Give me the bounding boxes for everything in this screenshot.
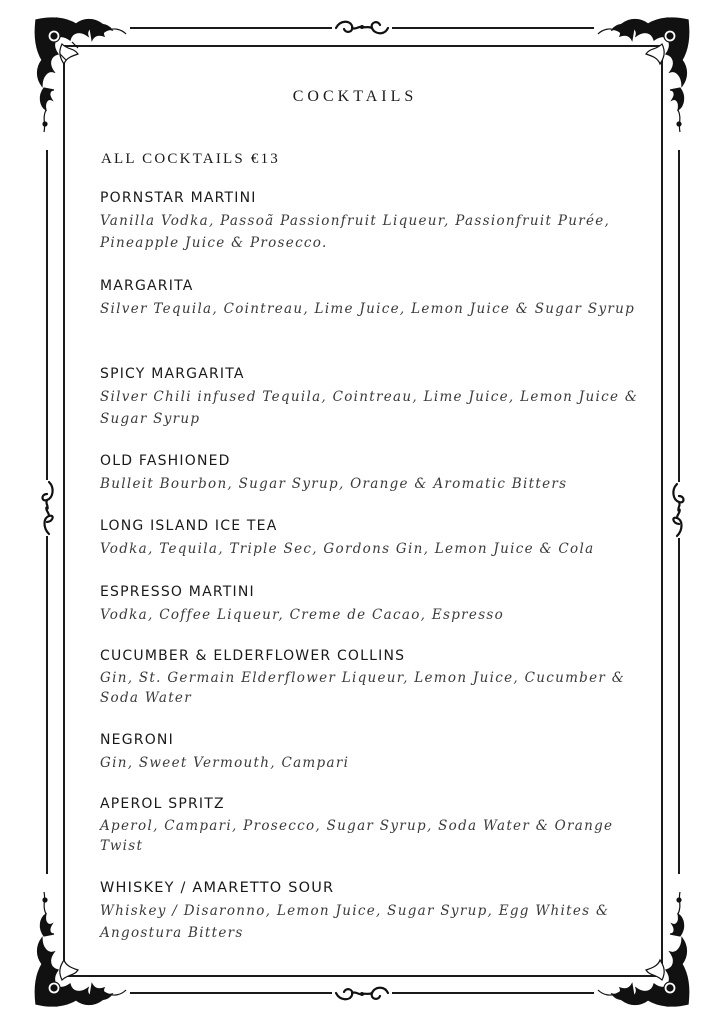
- menu-item: [100, 365, 645, 430]
- menu-item: [100, 517, 594, 560]
- item-description: Whiskey / Disaronno, Lemon Juice, Sugar Syrup, Egg Whites & Angostura Bitters: [100, 903, 610, 941]
- item-description: Silver Chili infused Tequila, Cointreau, Lime Juice, Lemon Juice & Sugar Syrup: [100, 389, 639, 427]
- item-name: CUCUMBER & ELDERFLOWER COLLINS: [100, 648, 406, 664]
- menu-item: [100, 452, 567, 495]
- price-heading: ALL COCKTAILS €13: [101, 151, 280, 167]
- item-name: MARGARITA: [100, 278, 194, 294]
- frame-inner-right-line: [661, 45, 663, 976]
- item-description: Bulleit Bourbon, Sugar Syrup, Orange & Aromatic Bitters: [100, 476, 568, 492]
- menu-title: COCKTAILS: [292, 88, 418, 105]
- menu-item: [100, 731, 349, 774]
- menu-item: [100, 647, 645, 708]
- item-description: Vodka, Coffee Liqueur, Creme de Cacao, Espresso: [100, 607, 505, 623]
- frame-inner-top-line: [63, 45, 662, 47]
- flourish-left-icon: [39, 480, 55, 536]
- frame-inner-bottom-line: [63, 975, 662, 977]
- item-name: NEGRONI: [100, 732, 174, 748]
- menu-item: [100, 277, 635, 320]
- menu-item: [100, 879, 645, 944]
- item-description: Vanilla Vodka, Passoã Passionfruit Liqueur, Passionfruit Purée, Pineapple Juice & Prosecco.: [100, 213, 611, 251]
- corner-ornament-icon: [32, 14, 127, 144]
- item-description: Vodka, Tequila, Triple Sec, Gordons Gin, Lemon Juice & Cola: [100, 541, 595, 557]
- item-description: Gin, Sweet Vermouth, Campari: [100, 755, 350, 771]
- item-name: PORNSTAR MARTINI: [100, 190, 257, 206]
- item-name: SPICY MARGARITA: [100, 366, 245, 382]
- menu-item: [100, 795, 645, 856]
- menu-item: [100, 583, 504, 626]
- item-name: APEROL SPRITZ: [100, 796, 225, 812]
- flourish-top-icon: [332, 16, 392, 38]
- menu-item: [100, 189, 645, 254]
- item-description: Silver Tequila, Cointreau, Lime Juice, Lemon Juice & Sugar Syrup: [100, 301, 636, 317]
- corner-ornament-icon: [597, 14, 692, 144]
- flourish-right-icon: [671, 482, 687, 538]
- item-name: ESPRESSO MARTINI: [100, 584, 255, 600]
- frame-inner-left-line: [63, 45, 65, 976]
- item-name: LONG ISLAND ICE TEA: [100, 518, 278, 534]
- item-description: Aperol, Campari, Prosecco, Sugar Syrup, Soda Water & Orange Twist: [100, 818, 614, 854]
- flourish-bottom-icon: [332, 983, 392, 1005]
- item-name: WHISKEY / AMARETTO SOUR: [100, 880, 335, 896]
- item-name: OLD FASHIONED: [100, 453, 231, 469]
- item-description: Gin, St. Germain Elderflower Liqueur, Lemon Juice, Cucumber & Soda Water: [100, 670, 626, 706]
